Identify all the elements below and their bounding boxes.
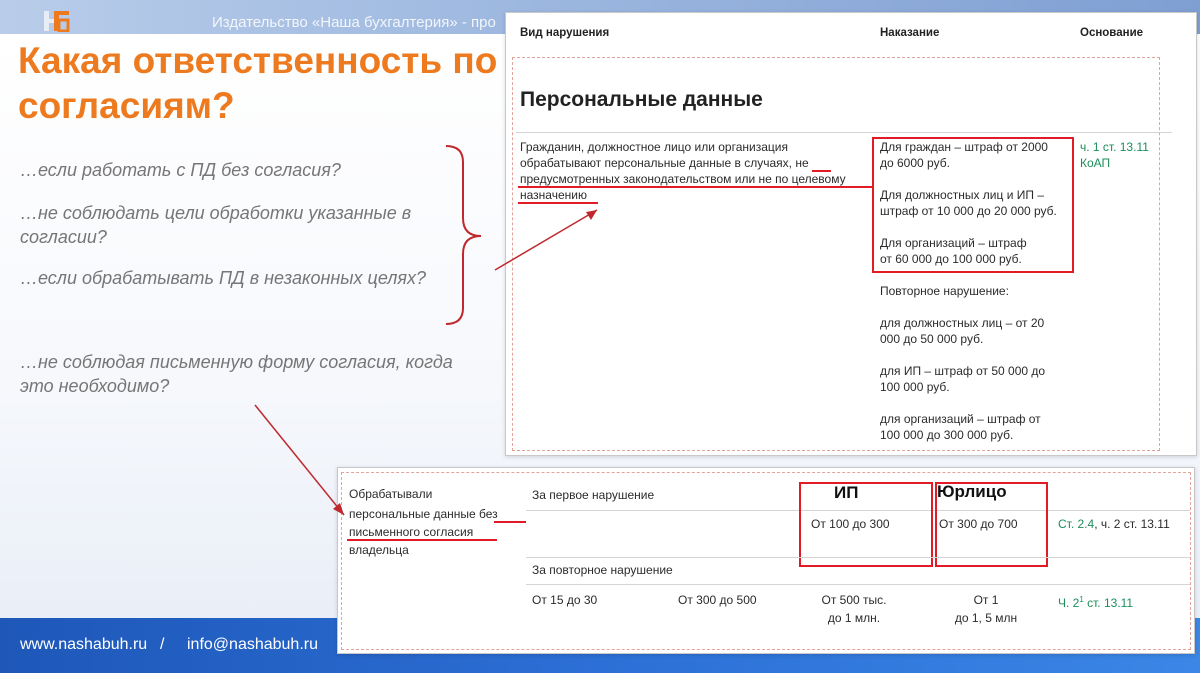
footer-email-link[interactable]: info@nashabuh.ru (187, 636, 318, 653)
underline (518, 186, 874, 188)
header-basis: Основание (1080, 27, 1144, 39)
violation-line: владельца (349, 543, 409, 557)
violation-line: персональные данные без (349, 507, 498, 521)
question-no-consent: …если работать с ПД без согласия? (20, 160, 341, 180)
basis-link[interactable]: КоАП (1080, 156, 1111, 170)
penalty-line: для ИП – штраф от 50 000 до (880, 364, 1046, 378)
question-written-form: …не соблюдая письменную форму согласия, когда это необходимо? (20, 352, 453, 396)
highlight-box (872, 137, 1074, 273)
question-purpose-mismatch: …не соблюдать цели обработки указанные в согласии? (20, 203, 412, 247)
violation-line: Гражданин, должностное лицо или организация (520, 140, 788, 154)
repeat-ip-fine: От 500 тыс. (821, 593, 887, 607)
header-violation: Вид нарушения (520, 27, 610, 39)
highlight-box-ip (799, 482, 933, 567)
column-legal-entity: Юрлицо (937, 482, 1007, 501)
penalty-line: от 60 000 до 100 000 руб. (880, 252, 1022, 266)
publisher-name: Издательство «Наша бухгалтерия» - про (212, 14, 496, 31)
penalty-line: для организаций – штраф от (880, 412, 1041, 426)
violation-line: назначению (520, 188, 587, 202)
footer-separator: / (160, 636, 165, 653)
repeat-legal-fine: до 1, 5 млн (954, 611, 1018, 625)
first-legal-fine: От 300 до 700 (939, 517, 1018, 531)
question-illegal-purpose: …если обрабатывать ПД в незаконных целях? (20, 268, 427, 288)
repeat-offense-label: За повторное нарушение (532, 563, 673, 577)
penalty-line: Для должностных лиц и ИП – (880, 188, 1044, 202)
penalty-line: для должностных лиц – от 20 (880, 316, 1045, 330)
underline (494, 521, 526, 523)
basis-link[interactable]: ч. 1 ст. 13.11 (1080, 140, 1149, 154)
underline (812, 170, 831, 172)
first-ip-fine: От 100 до 300 (811, 517, 890, 531)
underline (347, 539, 497, 541)
penalty-line: Для организаций – штраф (880, 236, 1027, 250)
repeat-basis-link[interactable]: Ч. $2^1$ ст. 13.11 (1058, 595, 1134, 610)
violation-line: письменного согласия (349, 525, 474, 539)
repeat-official-fine: От 300 до 500 (678, 593, 757, 607)
header-penalty: Наказание (880, 27, 940, 39)
penalty-line: 100 000 до 300 000 руб. (880, 428, 1014, 442)
repeat-legal-fine: От 1 (973, 593, 999, 607)
penalty-table-top (505, 12, 1197, 456)
violation-line: Обрабатывали (349, 487, 433, 501)
penalty-line: Для граждан – штраф от 2000 (880, 140, 1048, 154)
penalty-line: 000 до 50 000 руб. (880, 332, 984, 346)
section-title: Персональные данные (520, 88, 763, 111)
repeat-ip-fine: до 1 млн. (827, 611, 881, 625)
footer-website-link[interactable]: www.nashabuh.ru (20, 636, 148, 653)
highlight-box-legal (935, 482, 1048, 567)
violation-line: обрабатывают персональные данные в случаях, не (520, 156, 809, 170)
column-ip: ИП (834, 483, 859, 502)
repeat-citizen-fine: От 15 до 30 (532, 593, 598, 607)
penalty-line: штраф от 10 000 до 20 000 руб. (880, 204, 1057, 218)
penalty-line: до 6000 руб. (880, 156, 950, 170)
penalty-line: Повторное нарушение: (880, 284, 1009, 298)
first-offense-label: За первое нарушение (532, 488, 655, 502)
slide-title: Какая ответственность по согласиям? (18, 40, 498, 126)
underline (518, 202, 598, 204)
violation-line: предусмотренных законодательством или не по целевому (520, 172, 846, 186)
publisher-logo-icon (44, 10, 70, 32)
penalty-line: 100 000 руб. (880, 380, 950, 394)
penalty-table-bottom (337, 467, 1195, 654)
first-basis-link[interactable]: Ст. 2.4, ч. 2 ст. 13.11 (1058, 517, 1170, 531)
